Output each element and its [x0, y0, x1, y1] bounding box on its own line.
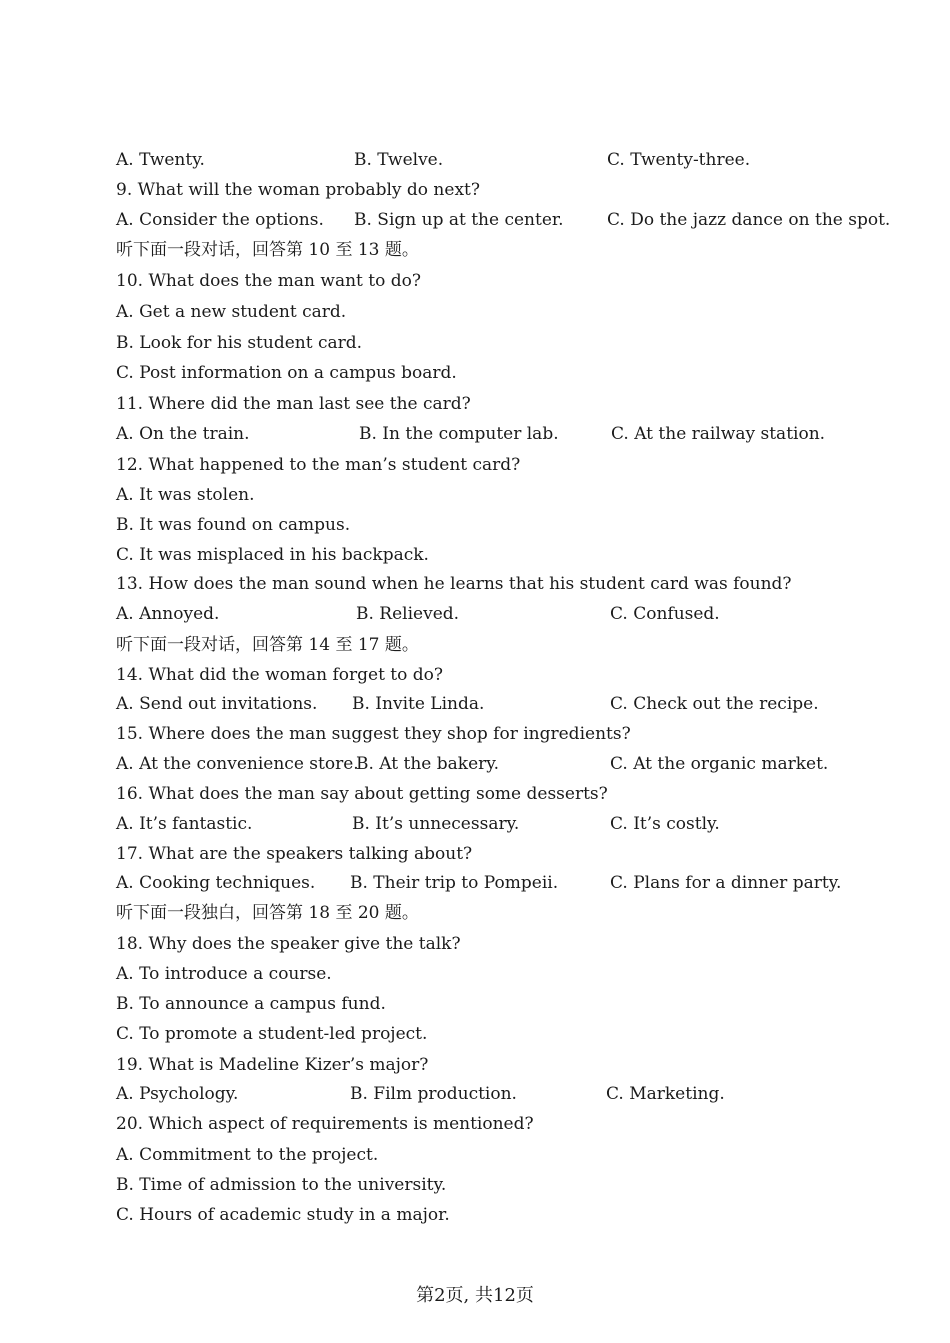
q11-option-b: B. In the computer lab. — [359, 424, 559, 444]
q14-question: 14. What did the woman forget to do? — [116, 665, 444, 685]
q14-options-row — [116, 693, 856, 715]
q15-options-row — [116, 753, 856, 775]
q11-option-a: A. On the train. — [116, 424, 250, 444]
q11-options-row — [116, 423, 856, 445]
q17-option-b: B. Their trip to Pompeii. — [350, 873, 559, 893]
q13-option-b: B. Relieved. — [356, 604, 460, 624]
q14-option-a: A. Send out invitations. — [116, 694, 318, 714]
q16-option-c: C. It’s costly. — [610, 814, 720, 834]
q10-option-b: B. Look for his student card. — [116, 333, 363, 353]
q20-option-b: B. Time of admission to the university. — [116, 1175, 447, 1195]
page-footer: 第2页, 共12页 — [416, 1285, 534, 1306]
q14-option-b: B. Invite Linda. — [352, 694, 485, 714]
q19-option-c: C. Marketing. — [606, 1084, 725, 1104]
q8-option-b: B. Twelve. — [354, 150, 444, 170]
q17-option-c: C. Plans for a dinner party. — [610, 873, 842, 893]
q11-option-c: C. At the railway station. — [611, 424, 826, 444]
q9-question: 9. What will the woman probably do next? — [116, 180, 480, 200]
section-instruction-14-17: 听下面一段对话，回答第 14 至 17 题。 — [116, 635, 419, 655]
q9-option-b: B. Sign up at the center. — [354, 210, 564, 230]
q8-options-row — [116, 149, 856, 171]
q16-option-a: A. It’s fantastic. — [116, 814, 253, 834]
q20-option-a: A. Commitment to the project. — [116, 1145, 379, 1165]
q17-option-a: A. Cooking techniques. — [116, 873, 316, 893]
q10-option-c: C. Post information on a campus board. — [116, 363, 457, 383]
q16-question: 16. What does the man say about getting some desserts? — [116, 784, 608, 804]
q9-option-a: A. Consider the options. — [116, 210, 324, 230]
q18-option-a: A. To introduce a course. — [116, 964, 332, 984]
q19-options-row — [116, 1083, 856, 1105]
q15-option-a: A. At the convenience store. — [116, 754, 359, 774]
q8-option-c: C. Twenty-three. — [607, 150, 751, 170]
q17-options-row — [116, 872, 856, 894]
q12-option-a: A. It was stolen. — [116, 485, 255, 505]
q13-option-c: C. Confused. — [610, 604, 720, 624]
q10-question: 10. What does the man want to do? — [116, 271, 421, 291]
q11-question: 11. Where did the man last see the card? — [116, 394, 471, 414]
q15-option-c: C. At the organic market. — [610, 754, 829, 774]
q12-option-b: B. It was found on campus. — [116, 515, 351, 535]
q19-option-b: B. Film production. — [350, 1084, 517, 1104]
q9-options-row — [116, 209, 891, 231]
q12-question: 12. What happened to the man’s student card? — [116, 455, 521, 475]
q15-question: 15. Where does the man suggest they shop for ingredients? — [116, 724, 631, 744]
q20-option-c: C. Hours of academic study in a major. — [116, 1205, 450, 1225]
section-instruction-10-13: 听下面一段对话，回答第 10 至 13 题。 — [116, 240, 419, 260]
q20-question: 20. Which aspect of requirements is mentioned? — [116, 1114, 534, 1134]
q9-option-c: C. Do the jazz dance on the spot. — [607, 210, 891, 230]
section-instruction-18-20: 听下面一段独白，回答第 18 至 20 题。 — [116, 903, 419, 923]
q8-option-a: A. Twenty. — [116, 150, 205, 170]
q19-question: 19. What is Madeline Kizer’s major? — [116, 1055, 429, 1075]
q14-option-c: C. Check out the recipe. — [610, 694, 819, 714]
q18-option-b: B. To announce a campus fund. — [116, 994, 386, 1014]
q19-option-a: A. Psychology. — [116, 1084, 239, 1104]
q18-question: 18. Why does the speaker give the talk? — [116, 934, 461, 954]
q17-question: 17. What are the speakers talking about? — [116, 844, 473, 864]
q12-option-c: C. It was misplaced in his backpack. — [116, 545, 429, 565]
q13-question: 13. How does the man sound when he learns that his student card was found? — [116, 574, 792, 594]
q16-options-row — [116, 813, 856, 835]
q13-options-row — [116, 603, 856, 625]
q10-option-a: A. Get a new student card. — [116, 302, 347, 322]
q13-option-a: A. Annoyed. — [116, 604, 220, 624]
q16-option-b: B. It’s unnecessary. — [352, 814, 520, 834]
q15-option-b: B. At the bakery. — [356, 754, 500, 774]
q18-option-c: C. To promote a student-led project. — [116, 1024, 428, 1044]
